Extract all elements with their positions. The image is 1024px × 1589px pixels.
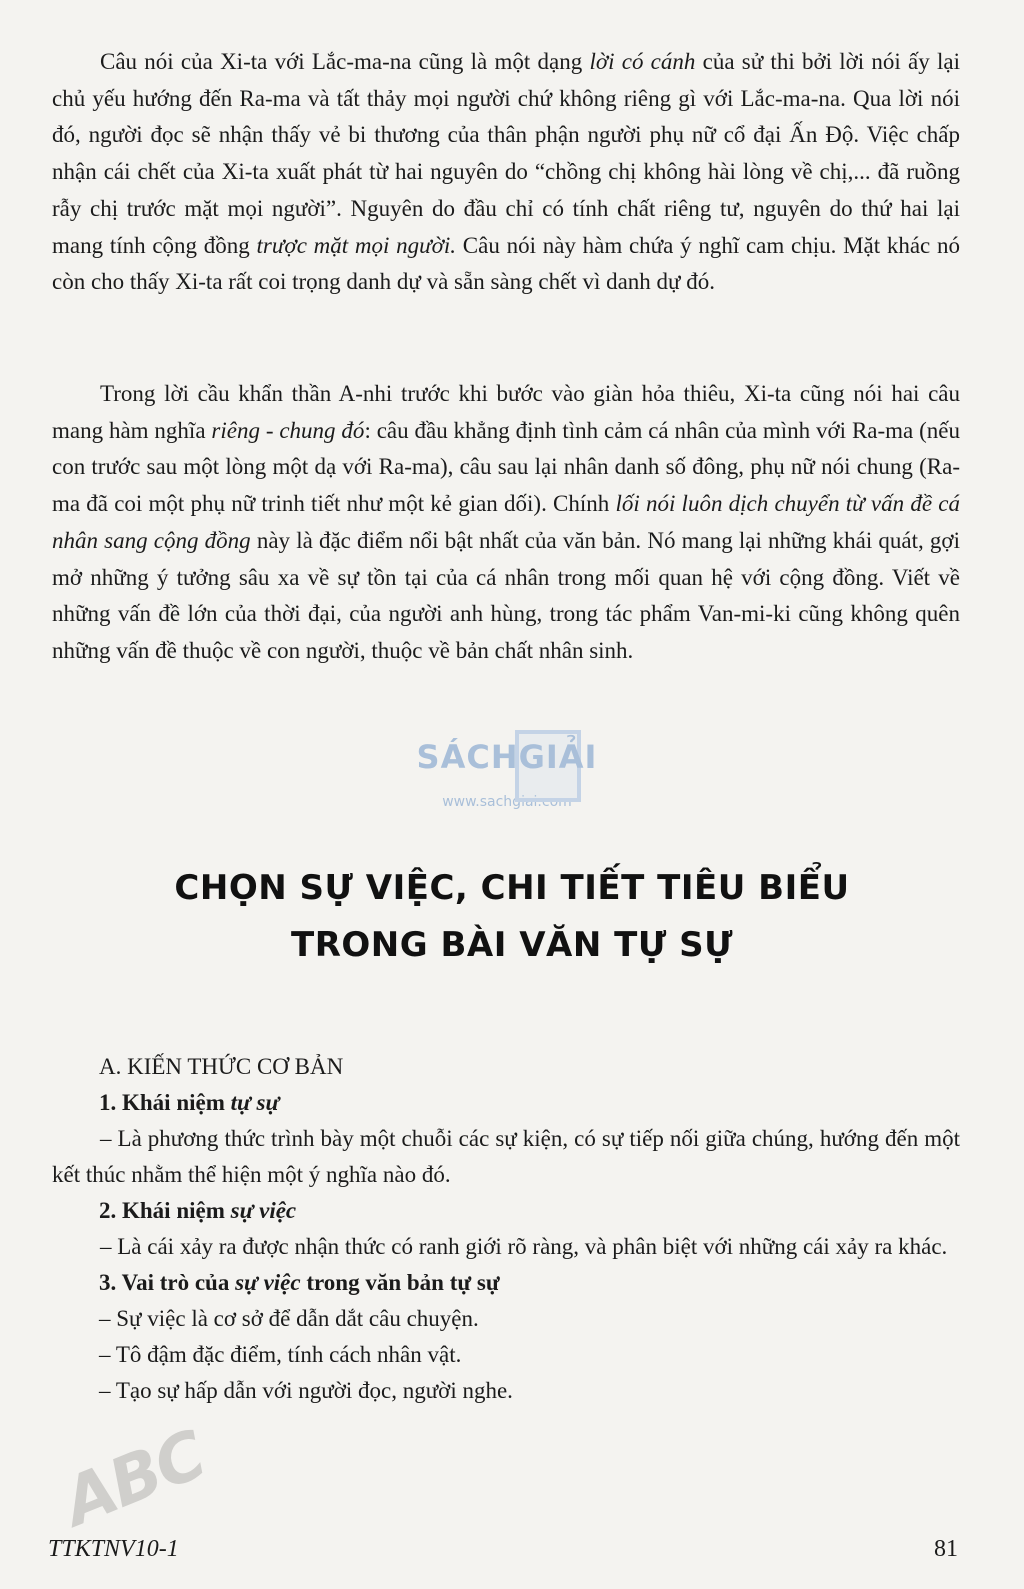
chapter-title-line-1: CHỌN SỰ VIỆC, CHI TIẾT TIÊU BIỂU xyxy=(174,868,850,908)
paragraph-emphasis: trược mặt mọi người. xyxy=(256,232,457,258)
item-label-emphasis: sự việc xyxy=(230,1198,297,1223)
item-label-emphasis: sự việc xyxy=(235,1270,301,1295)
watermark-logo xyxy=(417,738,598,776)
paragraph-text: Câu nói này hàm chứa ý nghĩ cam chịu. Mặt khác nó còn cho thấy Xi-ta rất coi trọng danh dự và sẵn sàng chết vì danh dự đó. xyxy=(52,232,960,295)
paragraph-1 xyxy=(52,44,960,301)
paragraph-emphasis: lời có cánh xyxy=(589,49,696,74)
item-2-text: – Là cái xảy ra được nhận thức có ranh giới rõ ràng, và phân biệt với những cái xảy ra khác. xyxy=(100,1234,948,1259)
body-text-block-2 xyxy=(52,376,960,670)
paragraph-emphasis: lối nói luôn dịch chuyển từ vấn đề cá nhân sang cộng đồng xyxy=(52,491,960,553)
paragraph-emphasis: riêng - chung đó xyxy=(211,417,365,443)
watermark-url: www.sachgiai.com xyxy=(442,794,572,810)
item-label-emphasis: tự sự xyxy=(230,1090,280,1115)
item-label-end: trong văn bản tự sự xyxy=(300,1270,500,1295)
paragraph-text: Câu nói của Xi-ta với Lắc-ma-na cũng là một dạng xyxy=(100,49,590,74)
paragraph-text: của sử thi bởi lời nói ấy lại chủ yếu hướng đến Ra-ma và tất thảy mọi người chứ không riêng gì với Lắc-ma-na. Qua lời nói đó, người đọc sẽ nhận thấy vẻ bi thương của thân phận người phụ nữ cổ đại Ấn Độ. Việc chấp nhận cái chết của Xi-ta xuất phát từ hai nguyên do “chồng chị không hài lòng về chị,... đã ruồng rẫy chị trước mặt mọi người”. Nguyên do đầu chỉ có tính chất riêng tư, nguyên do thứ hai lại mang tính cộng đồng xyxy=(52,49,960,258)
item-1-text: – Là phương thức trình bày một chuỗi các sự kiện, có sự tiếp nối giữa chúng, hướng đến một kết thúc nhằm thể hiện một ý nghĩa nào đó. xyxy=(52,1126,960,1187)
paragraph-text: : câu đầu khẳng định tình cảm cá nhân của mình với Ra-ma (nếu con trước sau một lòng một dạ với Ra-ma), câu sau lại nhân danh số đông, phụ nữ nói chung (Ra-ma đã coi một phụ nữ trinh tiết như một kẻ gian dối). Chính xyxy=(52,417,960,517)
item-2-heading xyxy=(52,1193,960,1229)
item-3-heading xyxy=(52,1265,960,1301)
paragraph-text: Trong lời cầu khẩn thần A-nhi trước khi bước vào giàn hỏa thiêu, Xi-ta cũng nói hai câu mang hàm nghĩa xyxy=(52,381,960,443)
section-a xyxy=(52,1049,960,1409)
watermark-logo-text: SÁCHGIẢI xyxy=(416,738,598,776)
watermark xyxy=(402,738,612,838)
item-label: 3. Vai trò của xyxy=(99,1270,236,1295)
item-label: 2. Khái niệm xyxy=(99,1198,231,1223)
item-label: 1. Khái niệm xyxy=(99,1090,231,1115)
page-number: 81 xyxy=(934,1536,958,1562)
chapter-title-line-2: TRONG BÀI VĂN TỰ SỰ xyxy=(291,925,733,965)
bullet-item: – Sự việc là cơ sở để dẫn dắt câu chuyện. xyxy=(99,1306,479,1331)
paragraph-2 xyxy=(52,376,960,670)
footer-code: TTKTNV10-1 xyxy=(48,1536,179,1562)
abc-stamp: ABC xyxy=(52,1415,216,1542)
bullet-item: – Tạo sự hấp dẫn với người đọc, người nghe. xyxy=(99,1378,513,1403)
body-text-block-1 xyxy=(52,44,960,301)
bullet-item: – Tô đậm đặc điểm, tính cách nhân vật. xyxy=(99,1342,462,1367)
item-1-heading xyxy=(52,1085,960,1121)
paragraph-text: này là đặc điểm nổi bật nhất của văn bản. Nó mang lại những khái quát, gợi mở những ý tưởng sâu xa về sự tồn tại của cá nhân trong mối quan hệ với cộng đồng. Viết về những vấn đề lớn của thời đại, của người anh hùng, trong tác phẩm Van-mi-ki cũng không quên những vấn đề thuộc về con người, thuộc về bản chất nhân sinh. xyxy=(52,527,960,663)
section-title: A. KIẾN THỨC CƠ BẢN xyxy=(99,1054,344,1079)
